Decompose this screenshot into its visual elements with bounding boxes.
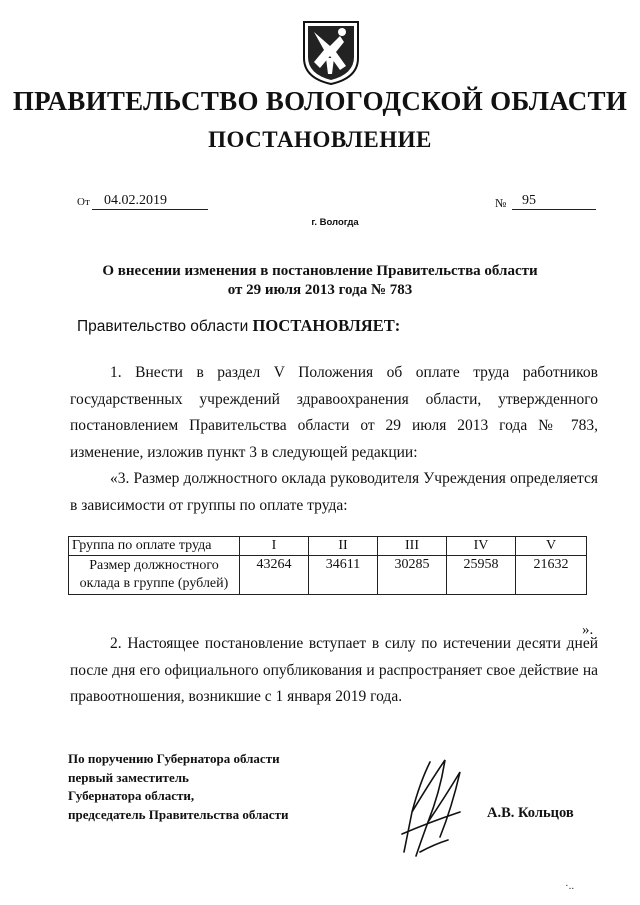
coat-of-arms-icon <box>300 18 362 86</box>
signatory-line-2: первый заместитель <box>68 769 189 785</box>
signatory-line-1: По поручению Губернатора области <box>68 751 280 766</box>
quote-close: ». <box>582 622 594 638</box>
subject-line-2: от 29 июля 2013 года № 783 <box>227 282 413 298</box>
government-title: ПРАВИТЕЛЬСТВО ВОЛОГОДСКОЙ ОБЛАСТИ <box>12 86 628 116</box>
signatory-line-3: Губернатора области, <box>68 788 195 803</box>
decree-statement <box>77 316 400 336</box>
table-cell: IV <box>447 537 516 556</box>
decree-word: ПОСТАНОВЛЯЕТ: <box>252 316 401 335</box>
number-prefix: № <box>495 196 507 210</box>
subject-line-1: О внесении изменения в постановление Правительства области <box>102 263 538 279</box>
table-cell: 43264 <box>240 556 309 595</box>
paragraph-2: «3. Размер должностного оклада руководителя Учреждения определяется в зависимости от группы по оплате труда: <box>70 470 598 514</box>
paragraph-3: 2. Настоящее постановление вступает в силу по истечении десяти дней после дня его официального опубликования и распространяет свое действие на правоотношения, возникшие с 1 января 2019 года. <box>70 635 598 705</box>
decree-lead: Правительство области <box>77 318 253 335</box>
city: г. Вологда <box>311 217 359 228</box>
handwritten-signature-icon <box>390 752 485 862</box>
paragraph-1: 1. Внести в раздел V Положения об оплате труда работников государственных учреждений здравоохранения области, утвержденного постановлением Правительства области от 29 июля 2013 года № 783, изменение, изложив пункт 3 в следующей редакции: <box>70 364 598 461</box>
document-type: ПОСТАНОВЛЕНИЕ <box>208 127 432 152</box>
footer-mark: ·.. <box>565 880 575 892</box>
document-date: 04.02.2019 <box>92 192 208 210</box>
table-header-row <box>69 537 587 556</box>
table-row <box>69 556 587 595</box>
table-cell: 21632 <box>516 556 587 595</box>
salary-table <box>68 536 587 595</box>
table-cell: 30285 <box>378 556 447 595</box>
table-cell: 34611 <box>309 556 378 595</box>
table-header-label: Группа по оплате труда <box>69 537 240 556</box>
document-number: 95 <box>512 192 596 210</box>
date-prefix: От <box>77 196 90 208</box>
table-cell: V <box>516 537 587 556</box>
table-cell: II <box>309 537 378 556</box>
signatory-line-4: председатель Правительства области <box>68 806 289 822</box>
table-cell: III <box>378 537 447 556</box>
table-cell: I <box>240 537 309 556</box>
document-subject <box>0 262 640 300</box>
table-row-label: Размер должностного оклада в группе (рублей) <box>69 556 240 595</box>
signer-name: А.В. Кольцов <box>487 805 574 821</box>
signatory-block <box>68 750 288 824</box>
table-cell: 25958 <box>447 556 516 595</box>
